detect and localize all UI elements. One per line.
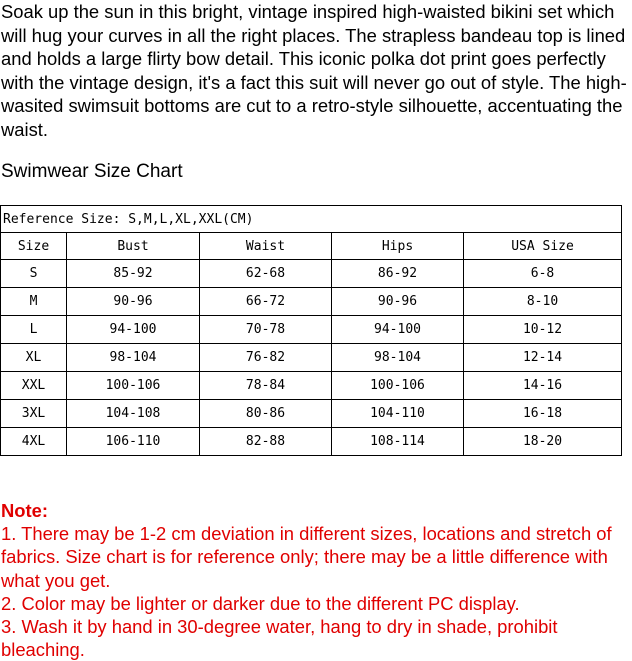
table-row — [1, 400, 622, 428]
header-row — [1, 233, 622, 260]
table-row — [1, 288, 622, 316]
cell-bust: 98-104 — [67, 344, 200, 372]
note-title: Note: — [1, 500, 48, 521]
cell-usa-size: 8-10 — [464, 288, 622, 316]
cell-usa-size: 14-16 — [464, 372, 622, 400]
header-bust: Bust — [67, 233, 200, 260]
note-item-1: 1. There may be 1-2 cm deviation in different sizes, locations and stretch of fabrics. Size chart is for reference only; there may be a little difference with what you get. — [1, 523, 612, 591]
size-chart-table — [0, 205, 622, 456]
table-row — [1, 316, 622, 344]
cell-hips: 108-114 — [332, 428, 464, 456]
cell-waist: 80-86 — [200, 400, 332, 428]
note-item-3: 3. Wash it by hand in 30-degree water, hang to dry in shade, prohibit bleaching. — [1, 616, 558, 661]
header-size: Size — [1, 233, 67, 260]
header-hips: Hips — [332, 233, 464, 260]
cell-size: M — [1, 288, 67, 316]
cell-hips: 90-96 — [332, 288, 464, 316]
cell-waist: 70-78 — [200, 316, 332, 344]
cell-size: XL — [1, 344, 67, 372]
cell-size: XXL — [1, 372, 67, 400]
cell-hips: 86-92 — [332, 260, 464, 288]
table-row — [1, 260, 622, 288]
cell-hips: 98-104 — [332, 344, 464, 372]
cell-usa-size: 16-18 — [464, 400, 622, 428]
header-usa-size: USA Size — [464, 233, 622, 260]
table-row — [1, 428, 622, 456]
header-waist: Waist — [200, 233, 332, 260]
cell-bust: 94-100 — [67, 316, 200, 344]
cell-bust: 85-92 — [67, 260, 200, 288]
reference-row — [1, 206, 622, 233]
cell-waist: 78-84 — [200, 372, 332, 400]
cell-hips: 100-106 — [332, 372, 464, 400]
cell-size: 4XL — [1, 428, 67, 456]
cell-bust: 104-108 — [67, 400, 200, 428]
cell-waist: 62-68 — [200, 260, 332, 288]
size-chart-heading: Swimwear Size Chart — [1, 161, 183, 182]
cell-size: L — [1, 316, 67, 344]
table-row — [1, 372, 622, 400]
note-section — [1, 499, 632, 661]
cell-hips: 94-100 — [332, 316, 464, 344]
note-item-2: 2. Color may be lighter or darker due to the different PC display. — [1, 592, 520, 614]
product-description: Soak up the sun in this bright, vintage inspired high-waisted bikini set which will hug your curves in all the right places. The strapless bandeau top is lined and holds a large flirty bow detail. This iconic polka dot print goes perfectly with the vintage design, it's a fact this suit will never go out of style. The high-wasited swimsuit bottoms are cut to a retro-style silhouette, accentuating the waist. — [1, 1, 627, 140]
cell-bust: 100-106 — [67, 372, 200, 400]
cell-bust: 90-96 — [67, 288, 200, 316]
cell-size: 3XL — [1, 400, 67, 428]
reference-size-cell: Reference Size: S,M,L,XL,XXL(CM) — [1, 206, 622, 233]
cell-hips: 104-110 — [332, 400, 464, 428]
cell-usa-size: 18-20 — [464, 428, 622, 456]
cell-usa-size: 12-14 — [464, 344, 622, 372]
cell-bust: 106-110 — [67, 428, 200, 456]
cell-size: S — [1, 260, 67, 288]
cell-waist: 76-82 — [200, 344, 332, 372]
cell-waist: 66-72 — [200, 288, 332, 316]
table-row — [1, 344, 622, 372]
cell-usa-size: 6-8 — [464, 260, 622, 288]
cell-waist: 82-88 — [200, 428, 332, 456]
cell-usa-size: 10-12 — [464, 316, 622, 344]
